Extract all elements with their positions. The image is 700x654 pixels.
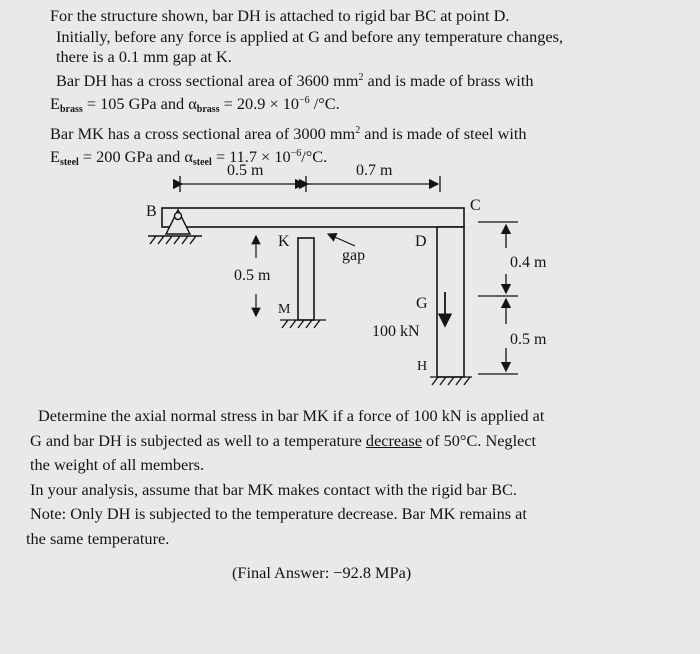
label-g: G <box>416 295 428 312</box>
final-answer: (Final Answer: −92.8 MPa) <box>232 563 412 582</box>
right-dimension-lines <box>478 222 518 374</box>
problem-line-4 <box>50 68 680 92</box>
problem-line-5 <box>50 91 680 121</box>
rigid-bar-bc <box>162 208 464 227</box>
overall-dimension-lines <box>180 176 440 192</box>
alpha-steel-unit: /°C. <box>301 147 328 166</box>
e-brass-value: = 105 GPa and <box>82 94 189 113</box>
question-line-1: Determine the axial normal stress in bar MK if a force of 100 kN is applied at <box>38 406 545 425</box>
brass-material-text: and is made of brass with <box>363 70 534 90</box>
dim-cd-label: 0.4 m <box>510 254 547 271</box>
problem-line-6 <box>50 121 680 145</box>
brass-area-text: Bar DH has a cross sectional area of 3600 mm <box>56 70 359 90</box>
dim-mk-label: 0.5 m <box>234 267 271 284</box>
dim-left-label: 0.5 m <box>227 162 264 179</box>
e-steel-symbol: E <box>50 147 60 166</box>
alpha-brass-unit: /°C. <box>309 94 340 113</box>
gap-pointer <box>328 234 355 246</box>
label-gap: gap <box>342 247 366 264</box>
problem-line-2: Initially, before any force is applied at G and before any temperature changes, <box>56 26 564 46</box>
alpha-brass-subscript: brass <box>196 104 220 115</box>
load-label: 100 kN <box>372 323 420 340</box>
question-text <box>26 404 670 551</box>
label-m: M <box>278 302 291 317</box>
alpha-steel-value: = 11.7 × 10 <box>211 147 291 166</box>
question-line-2 <box>30 429 670 454</box>
bar-mk <box>298 238 314 320</box>
label-c: C <box>470 197 481 214</box>
steel-material-text: and is made of steel with <box>360 123 527 143</box>
structure-figure <box>130 148 590 388</box>
question-decrease-underlined: decrease <box>365 430 422 450</box>
question-line-6: the same temperature. <box>26 528 170 548</box>
label-h: H <box>417 359 428 374</box>
problem-line-3: there is a 0.1 mm gap at K. <box>56 47 232 66</box>
problem-line-1: For the structure shown, bar DH is attached to rigid bar BC at point D. <box>50 6 510 25</box>
alpha-steel-symbol: α <box>184 147 193 166</box>
label-d: D <box>415 233 427 250</box>
question-line-2-start: G and bar DH is subjected as well to a temperature <box>30 430 366 450</box>
e-brass-subscript: brass <box>59 104 83 115</box>
question-line-5: Note: Only DH is subjected to the temperature decrease. Bar MK remains at <box>30 504 527 523</box>
ground-m <box>280 320 326 328</box>
dim-right-label: 0.7 m <box>356 162 393 179</box>
alpha-brass-exponent: −6 <box>299 95 310 106</box>
dim-gh-label: 0.5 m <box>510 331 547 348</box>
alpha-brass-value: = 20.9 × 10 <box>219 94 300 113</box>
e-steel-subscript: steel <box>59 157 79 168</box>
alpha-steel-exponent: −6 <box>290 148 302 159</box>
ground-h <box>430 377 472 385</box>
brass-area-exponent: 2 <box>358 71 364 83</box>
question-line-2-end: of 50°C. Neglect <box>421 430 537 450</box>
steel-area-text: Bar MK has a cross sectional area of 3000 mm <box>50 123 356 143</box>
alpha-brass-symbol: α <box>188 94 197 113</box>
label-b: B <box>146 203 157 220</box>
steel-area-exponent: 2 <box>355 124 361 136</box>
rigid-bar-vertical-part <box>437 227 464 377</box>
question-line-3: the weight of all members. <box>30 455 205 474</box>
alpha-steel-subscript: steel <box>192 157 212 168</box>
e-steel-value: = 200 GPa and <box>78 147 185 166</box>
e-brass-symbol: E <box>50 94 60 113</box>
question-line-4: In your analysis, assume that bar MK makes contact with the rigid bar BC. <box>30 479 517 499</box>
label-k: K <box>278 233 290 250</box>
structure-diagram <box>130 148 590 388</box>
